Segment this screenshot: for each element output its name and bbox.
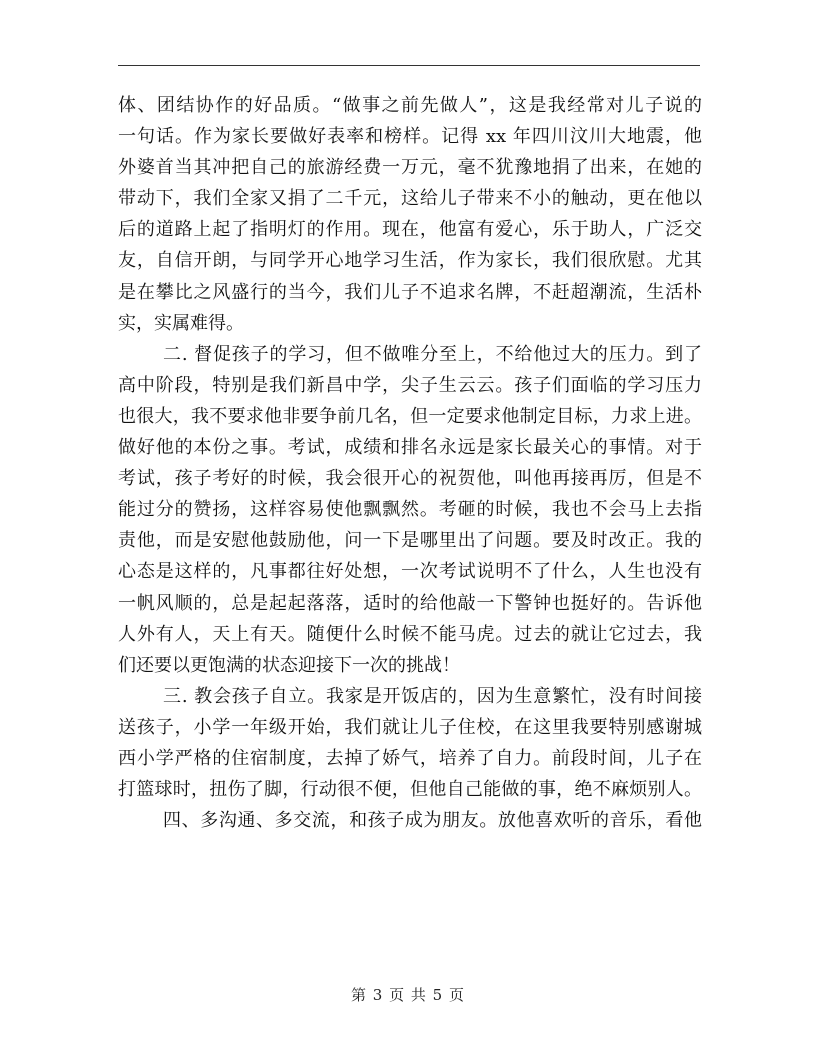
text-line: 外婆首当其冲把自己的旅游经费一万元，毫不犹豫地捐了出来，在她的 bbox=[118, 157, 702, 179]
paragraph-2 bbox=[118, 339, 702, 681]
text-line: 是在攀比之风盛行的当今，我们儿子不追求名牌，不赶超潮流，生活朴 bbox=[118, 281, 702, 303]
text-line: 也很大，我不要求他非要争前几名，但一定要求他制定目标，力求上进。 bbox=[118, 405, 702, 427]
text-line: 考试，孩子考好的时候，我会很开心的祝贺他，叫他再接再厉，但是不 bbox=[118, 468, 702, 490]
text-line: 们还要以更饱满的状态迎接下一次的挑战！ bbox=[118, 654, 460, 676]
text-line: 一帆风顺的，总是起起落落，适时的给他敲一下警钟也挺好的。告诉他 bbox=[118, 592, 702, 614]
text-line: 带动下，我们全家又捐了二千元，这给儿子带来不小的触动，更在他以 bbox=[118, 188, 702, 210]
text-line: 心态是这样的，凡事都往好处想，一次考试说明不了什么，人生也没有 bbox=[118, 561, 702, 583]
paragraph-3 bbox=[118, 681, 702, 805]
text-line: 西小学严格的住宿制度，去掉了娇气，培养了自力。前段时间，儿子在 bbox=[118, 747, 702, 769]
paragraph-4 bbox=[118, 805, 702, 836]
text-line: 体、团结协作的好品质。“做事之前先做人”，这是我经常对儿子说的 bbox=[118, 95, 702, 116]
text-line: 实，实属难得。 bbox=[118, 312, 244, 334]
text-line: 三. 教会孩子自立。我家是开饭店的，因为生意繁忙，没有时间接 bbox=[163, 685, 702, 707]
text-line: 做好他的本份之事。考试，成绩和排名永远是家长最关心的事情。对于 bbox=[118, 437, 702, 459]
document-body bbox=[118, 90, 702, 836]
page-number-footer: 第 3 页 共 5 页 bbox=[351, 986, 465, 1004]
text-line: 能过分的赞扬，这样容易使他飘飘然。考砸的时候，我也不会马上去指 bbox=[118, 499, 702, 521]
text-line: 后的道路上起了指明灯的作用。现在，他富有爱心，乐于助人，广泛交 bbox=[118, 219, 702, 241]
text-line: 责他，而是安慰他鼓励他，问一下是哪里出了问题。要及时改正。我的 bbox=[118, 530, 702, 552]
text-line: 送孩子，小学一年级开始，我们就让儿子住校，在这里我要特别感谢城 bbox=[118, 716, 702, 738]
text-line: 四、多沟通、多交流，和孩子成为朋友。放他喜欢听的音乐，看他 bbox=[163, 810, 702, 832]
header-rule bbox=[118, 65, 700, 66]
text-line: 一句话。作为家长要做好表率和榜样。记得 xx 年四川汶川大地震，他 bbox=[118, 126, 702, 148]
text-line: 人外有人，天上有天。随便什么时候不能马虎。过去的就让它过去，我 bbox=[118, 623, 702, 645]
paragraph-1 bbox=[118, 90, 702, 339]
text-line: 打篮球时，扭伤了脚，行动很不便，但他自己能做的事，绝不麻烦别人。 bbox=[118, 779, 702, 801]
text-line: 高中阶段，特别是我们新昌中学，尖子生云云。孩子们面临的学习压力 bbox=[118, 374, 702, 396]
text-line: 友，自信开朗，与同学开心地学习生活，作为家长，我们很欣慰。尤其 bbox=[118, 250, 702, 272]
text-line: 二. 督促孩子的学习，但不做唯分至上，不给他过大的压力。到了 bbox=[163, 343, 702, 365]
